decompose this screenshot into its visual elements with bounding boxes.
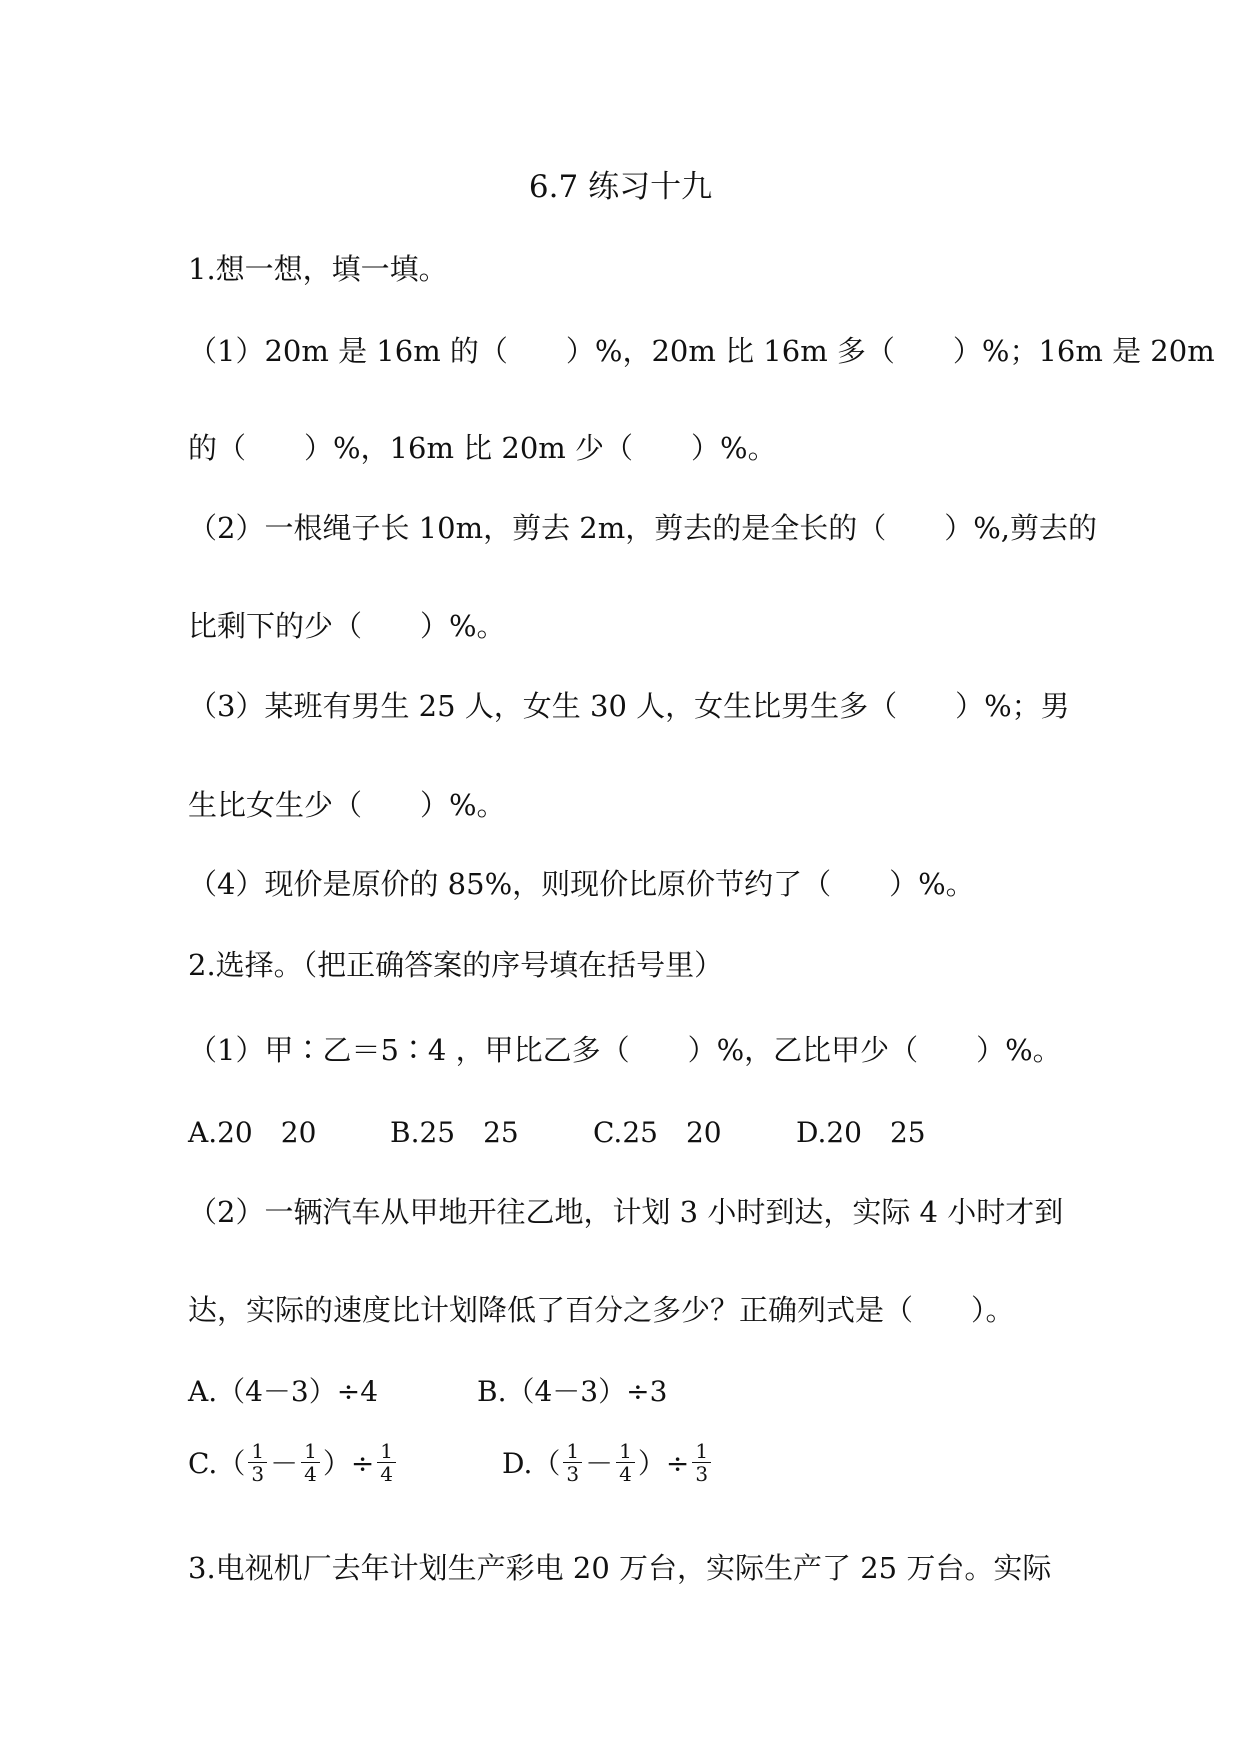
q3-line1: 3.电视机厂去年计划生产彩电 20 万台，实际生产了 25 万台。实际 <box>188 1551 1052 1585</box>
close-divide: ）÷ <box>637 1447 690 1480</box>
q1-p1-line2: 的（ ）%，16m 比 20m 少（ ）%。 <box>188 431 777 465</box>
fraction-numerator: 1 <box>692 1440 711 1463</box>
fraction-denominator: 3 <box>566 1461 580 1486</box>
q1-p2-line1: （2）一根绳子长 10m，剪去 2m，剪去的是全长的（ ）%,剪去的 <box>188 511 1098 545</box>
q2-p1-option-b: B.25 25 <box>390 1116 519 1149</box>
fraction-numerator: 1 <box>616 1440 635 1463</box>
q1-p4-line1: （4）现价是原价的 85%，则现价比原价节约了（ ）%。 <box>188 867 975 901</box>
q1-p3-line2: 生比女生少（ ）%。 <box>188 788 506 822</box>
option-c-label: C.（ <box>188 1447 246 1480</box>
q1-p1-line1: （1）20m 是 16m 的（ ）%，20m 比 16m 多（ ）%；16m 是 20m <box>188 334 1215 368</box>
fraction <box>248 1440 267 1485</box>
q2-p2-line2: 达，实际的速度比计划降低了百分之多少？正确列式是（ ）。 <box>188 1293 1015 1327</box>
fraction <box>301 1440 320 1485</box>
fraction-denominator: 4 <box>619 1461 632 1486</box>
fraction <box>616 1440 635 1485</box>
fraction <box>377 1440 396 1485</box>
fraction-numerator: 1 <box>377 1440 396 1463</box>
q2-p2-option-b: B.（4－3）÷3 <box>477 1375 668 1408</box>
page-title: 6.7 练习十九 <box>528 169 713 205</box>
fraction-numerator: 1 <box>563 1440 582 1463</box>
q2-p2-option-d <box>502 1432 714 1492</box>
fraction-denominator: 3 <box>251 1461 265 1486</box>
option-d-label: D.（ <box>502 1447 561 1480</box>
fraction-denominator: 4 <box>304 1461 317 1486</box>
q2-p1-option-c: C.25 20 <box>593 1116 722 1149</box>
fraction-denominator: 3 <box>695 1461 709 1486</box>
q2-p1-option-a: A.20 20 <box>188 1116 317 1149</box>
q2-p2-line1: （2）一辆汽车从甲地开往乙地，计划 3 小时到达，实际 4 小时才到 <box>188 1195 1064 1229</box>
fraction-denominator: 4 <box>380 1461 394 1486</box>
minus-sign: － <box>270 1447 299 1480</box>
q1-heading: 1.想一想，填一填。 <box>188 252 448 286</box>
minus-sign: － <box>585 1447 614 1480</box>
fraction-numerator: 1 <box>248 1440 267 1463</box>
q2-p1-line1: （1）甲∶乙＝5∶4 ，甲比乙多（ ）%，乙比甲少（ ）%。 <box>188 1033 1062 1067</box>
q2-p2-option-a: A.（4－3）÷4 <box>188 1375 379 1408</box>
q2-p1-option-d: D.20 25 <box>796 1116 926 1149</box>
q2-heading: 2.选择。（把正确答案的序号填在括号里） <box>188 948 724 982</box>
fraction <box>563 1440 582 1485</box>
close-divide: ）÷ <box>322 1447 375 1480</box>
fraction-numerator: 1 <box>301 1440 320 1463</box>
q2-p2-option-c <box>188 1432 399 1492</box>
q1-p3-line1: （3）某班有男生 25 人，女生 30 人，女生比男生多（ ）%；男 <box>188 689 1070 723</box>
q1-p2-line2: 比剩下的少（ ）%。 <box>188 609 506 643</box>
fraction <box>692 1440 711 1485</box>
